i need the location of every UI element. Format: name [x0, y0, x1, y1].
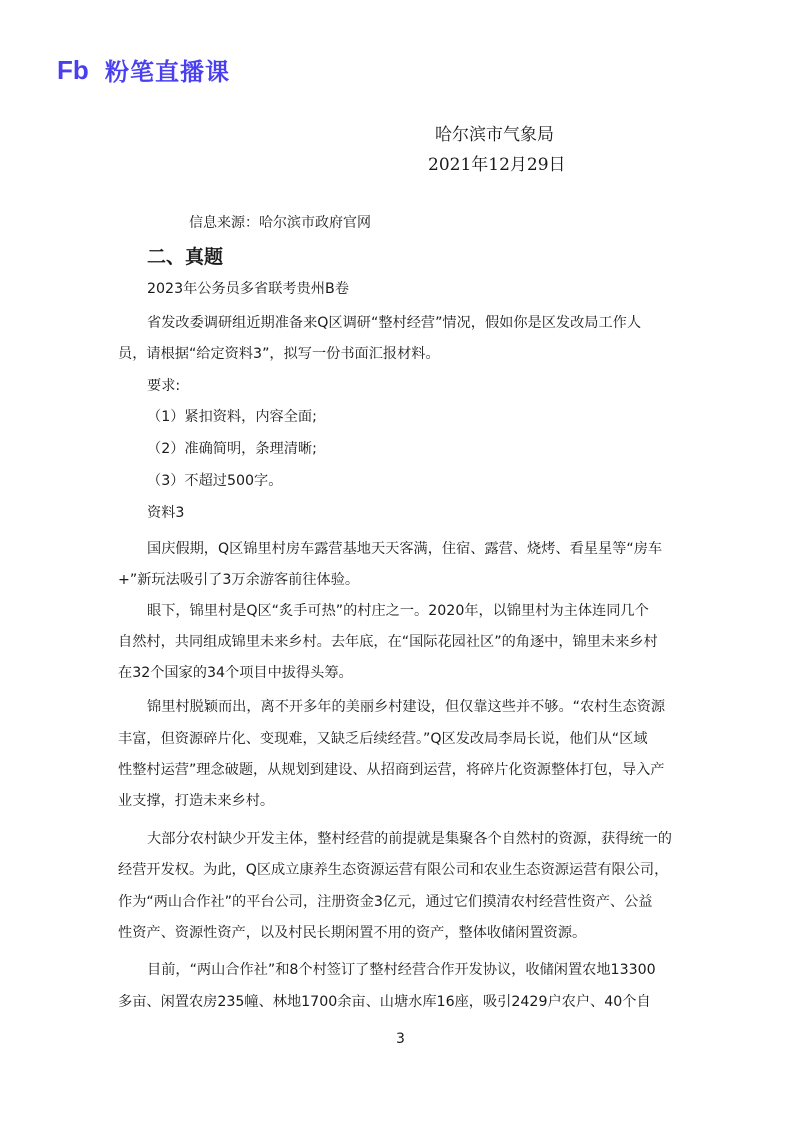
paragraph-line: 性整村运营”理念破题，从规划到建设、从招商到运营，将碎片化资源整体打包，导入产 [118, 762, 665, 778]
paragraph-line: 2023年公务员多省联考贵州B卷 [147, 281, 349, 297]
paragraph-line: 多亩、闲置农房235幢、林地1700余亩、山塘水库16座，吸引2429户农户、40个自 [118, 994, 651, 1010]
paragraph-line: 经营开发权。为此，Q区成立康养生态资源运营有限公司和农业生态资源运营有限公司， [118, 862, 669, 878]
section-title: 二、真题 [147, 246, 224, 268]
signature-date: 2021年12月29日 [428, 155, 566, 175]
paragraph-line: （1）紧扣资料，内容全面; [147, 409, 317, 425]
brand-name: 粉笔直播课 [105, 58, 230, 86]
brand-logo [57, 52, 230, 87]
signature-org: 哈尔滨市气象局 [435, 125, 554, 145]
paragraph-line: 目前，“两山合作社”和8个村签订了整村经营合作开发协议，收储闲置农地13300 [147, 962, 656, 978]
svg-text:Fb: Fb [57, 55, 89, 84]
paragraph-line: 丰富，但资源碎片化、变现难，又缺乏后续经营。”Q区发改局李局长说，他们从“区域 [118, 731, 648, 747]
paragraph-line: 大部分农村缺少开发主体，整村经营的前提就是集聚各个自然村的资源，获得统一的 [147, 831, 672, 847]
paragraph-line: +”新玩法吸引了3万余游客前往体验。 [118, 572, 360, 588]
paragraph-line: 国庆假期，Q区锦里村房车露营基地天天客满，住宿、露营、烧烤、看星星等“房车 [147, 541, 663, 557]
page-number: 3 [396, 1031, 405, 1047]
paragraph-line: 在32个国家的34个项目中拔得头筹。 [118, 665, 353, 681]
paragraph-line: （2）准确简明，条理清晰; [147, 441, 317, 457]
paragraph-line: 锦里村脱颖而出，离不开多年的美丽乡村建设，但仅靠这些并不够。“农村生态资源 [147, 699, 666, 715]
fb-logo-icon [57, 56, 97, 84]
info-source: 信息来源：哈尔滨市政府官网 [189, 215, 371, 231]
paragraph-line: 作为“两山合作社”的平台公司，注册资金3亿元，通过它们摸清农村经营性资产、公益 [118, 894, 653, 910]
paragraph-line: 省发改委调研组近期准备来Q区调研“整村经营”情况，假如你是区发改局工作人 [147, 315, 642, 331]
paragraph-line: 员，请根据“给定资料3”，拟写一份书面汇报材料。 [118, 346, 440, 362]
paragraph-line: 眼下，锦里村是Q区“炙手可热”的村庄之一。2020年，以锦里村为主体连同几个 [147, 603, 649, 619]
paragraph-line: 要求: [147, 378, 181, 394]
paragraph-line: 资料3 [147, 505, 185, 521]
paragraph-line: 自然村，共同组成锦里未来乡村。去年底，在“国际花园社区”的角逐中，锦里未来乡村 [118, 634, 658, 650]
paragraph-line: 性资产、资源性资产，以及村民长期闲置不用的资产，整体收储闲置资源。 [118, 925, 587, 941]
paragraph-line: 业支撑，打造未来乡村。 [118, 793, 275, 809]
paragraph-line: （3）不超过500字。 [147, 473, 283, 489]
